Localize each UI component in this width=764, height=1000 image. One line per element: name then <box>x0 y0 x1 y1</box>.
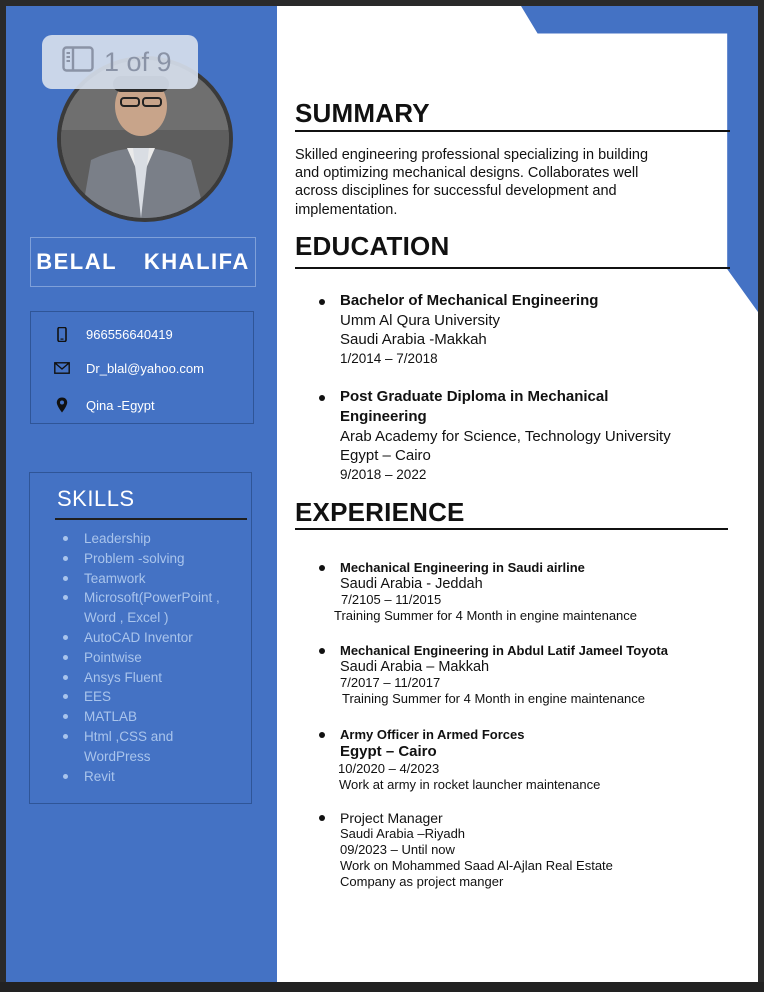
degree: Bachelor of Mechanical Engineering <box>340 292 599 309</box>
bottom-edge <box>0 982 764 1000</box>
page-counter-text: 1 of 9 <box>104 46 172 77</box>
summary-text: Skilled engineering professional specializing in building and optimizing mechanical designs. Collaborates well across disciplines for successful development and implementation. <box>295 147 649 218</box>
experience-item <box>334 560 720 624</box>
job-location: Egypt – Cairo <box>340 743 437 760</box>
job-location: Saudi Arabia - Jeddah <box>340 576 483 592</box>
email-address: Dr_blal@yahoo.com <box>86 361 204 376</box>
experience-title: EXPERIENCE <box>295 497 465 527</box>
bullet-icon <box>319 648 325 654</box>
job-detail: Work on Mohammed Saad Al-Ajlan Real Estate Company as project manger <box>340 858 613 889</box>
job-dates: 7/2017 – 11/2017 <box>340 675 441 690</box>
experience-item <box>340 727 720 793</box>
mail-icon <box>54 360 70 376</box>
job-location: Saudi Arabia – Makkah <box>340 659 490 675</box>
job-detail: Training Summer for 4 Month in engine maintenance <box>334 608 638 623</box>
contact-box <box>30 311 254 424</box>
skills-title: SKILLS <box>57 486 135 511</box>
candidate-name: BELAL KHALIFA <box>36 249 250 274</box>
phone-icon <box>54 326 70 342</box>
job-detail: Work at army in rocket launcher maintenance <box>339 777 601 792</box>
job-location: Saudi Arabia –Riyadh <box>340 826 466 841</box>
location-text: Qina -Egypt <box>86 398 155 413</box>
job-role: Army Officer in Armed Forces <box>340 727 525 742</box>
experience-item <box>340 643 720 707</box>
phone-number: 966556640419 <box>86 327 173 342</box>
education-divider <box>295 267 730 269</box>
degree: Post Graduate Diploma in Mechanical Engineering <box>340 388 609 425</box>
skill-item: Revit <box>62 767 242 787</box>
skills-divider <box>55 518 247 520</box>
skills-list <box>62 529 242 786</box>
skill-item: MATLAB <box>62 707 242 727</box>
education-title: EDUCATION <box>295 231 450 261</box>
skill-item: EES <box>62 687 242 707</box>
education-item <box>340 291 700 368</box>
job-dates: 7/2105 – 11/2015 <box>341 592 442 607</box>
skill-item: Html ,CSS and WordPress <box>62 727 242 767</box>
bullet-icon <box>319 732 325 738</box>
skill-item: Problem -solving <box>62 549 242 569</box>
page-counter-badge[interactable] <box>42 35 198 89</box>
bullet-icon <box>319 565 325 571</box>
education-dates: 9/2018 – 2022 <box>340 467 427 482</box>
job-dates: 09/2023 – Until now <box>340 842 455 857</box>
bullet-icon <box>319 299 325 305</box>
job-detail: Training Summer for 4 Month in engine maintenance <box>342 691 646 706</box>
job-role: Mechanical Engineering in Saudi airline <box>340 560 585 575</box>
job-role: Mechanical Engineering in Abdul Latif Jameel Toyota <box>340 643 668 658</box>
experience-divider <box>295 528 728 530</box>
bullet-icon <box>319 395 325 401</box>
school-location: Saudi Arabia -Makkah <box>340 331 487 348</box>
sidebar-toggle-icon[interactable] <box>62 46 94 79</box>
school-location: Egypt – Cairo <box>340 447 431 464</box>
skill-item: AutoCAD Inventor <box>62 628 242 648</box>
education-dates: 1/2014 – 7/2018 <box>340 351 438 366</box>
experience-item <box>340 810 640 890</box>
skill-item: Leadership <box>62 529 242 549</box>
name-box <box>30 237 256 287</box>
job-dates: 10/2020 – 4/2023 <box>338 761 440 776</box>
summary-divider <box>295 130 730 132</box>
resume-page <box>6 6 758 982</box>
skill-item: Teamwork <box>62 569 242 589</box>
bullet-icon <box>319 815 325 821</box>
skill-item: Pointwise <box>62 648 242 668</box>
job-role: Project Manager <box>340 810 443 826</box>
skill-item: Ansys Fluent <box>62 668 242 688</box>
location-pin-icon <box>54 397 70 413</box>
summary-title: SUMMARY <box>295 98 430 128</box>
skill-item: Microsoft(PowerPoint , Word , Excel ) <box>62 588 242 628</box>
education-item <box>340 387 690 484</box>
school: Umm Al Qura University <box>340 312 501 329</box>
school: Arab Academy for Science, Technology University <box>340 428 671 445</box>
skills-box <box>29 472 252 804</box>
